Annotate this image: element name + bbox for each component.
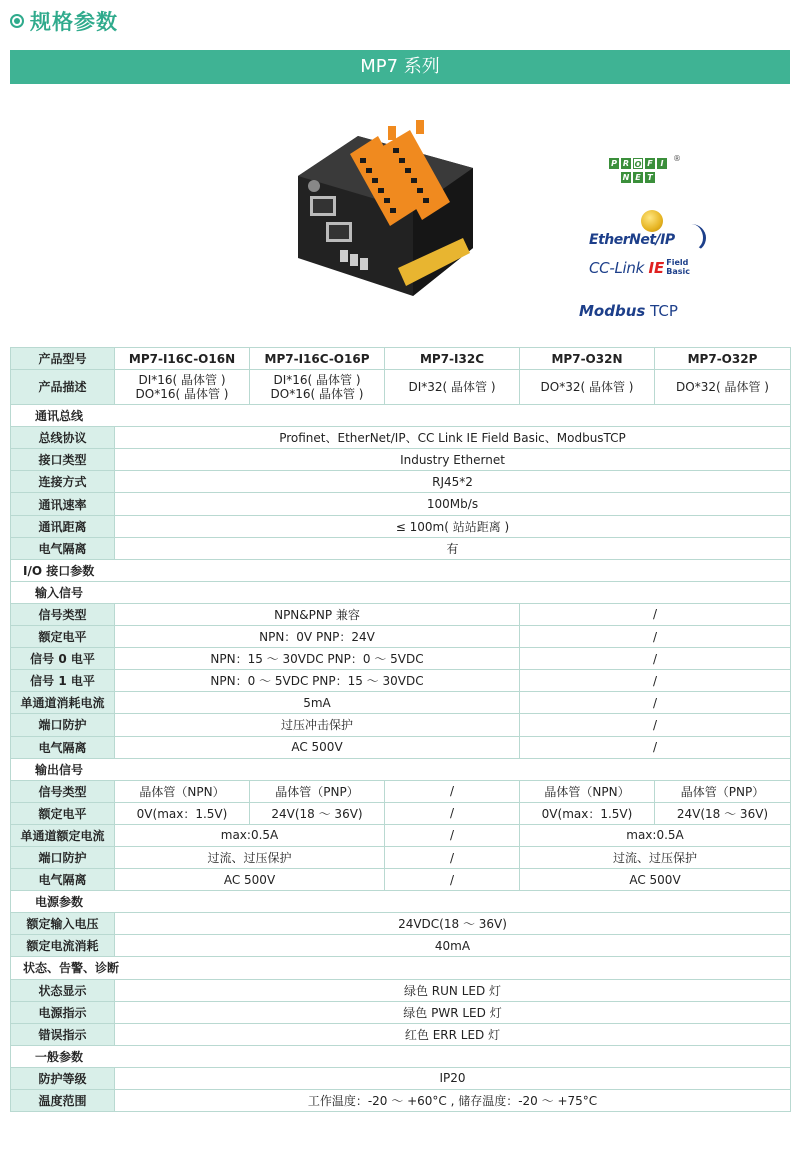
model-cell: MP7-I16C-O16P xyxy=(250,348,385,370)
row-value: 晶体管（PNP） xyxy=(655,780,791,802)
row-label: 电气隔离 xyxy=(11,736,115,758)
row-label: 状态显示 xyxy=(11,979,115,1001)
row-value: / xyxy=(520,648,791,670)
cclink-ie-text: IE xyxy=(648,259,665,277)
desc-line: DO*32( 晶体管 ) xyxy=(676,380,769,395)
row-value: NPN：0V PNP：24V xyxy=(115,626,520,648)
ethernetip-logo xyxy=(589,210,709,250)
section-header xyxy=(10,6,118,36)
general-section-title: 一般参数 xyxy=(11,1045,791,1067)
status-row xyxy=(11,1023,791,1045)
cclink-logo xyxy=(589,258,690,288)
input-section-title: 输入信号 xyxy=(11,581,791,603)
row-value: NPN：0 ～ 5VDC PNP：15 ～ 30VDC xyxy=(115,670,520,692)
row-value: / xyxy=(520,603,791,625)
output-row xyxy=(11,824,791,846)
row-value: 有 xyxy=(115,537,791,559)
row-value: 晶体管（PNP） xyxy=(250,780,385,802)
output-row xyxy=(11,846,791,868)
row-label: 额定输入电压 xyxy=(11,913,115,935)
input-row xyxy=(11,648,791,670)
row-value: 5mA xyxy=(115,692,520,714)
series-title-band: MP7 系列 xyxy=(10,50,790,84)
row-value: RJ45*2 xyxy=(115,471,791,493)
spec-table xyxy=(10,347,791,1112)
row-label: 信号 0 电平 xyxy=(11,648,115,670)
registered-icon: ® xyxy=(673,154,681,163)
cclink-field-basic xyxy=(666,258,690,276)
desc-line: DI*32( 晶体管 ) xyxy=(408,380,496,395)
desc-line: DO*32( 晶体管 ) xyxy=(540,380,634,395)
model-cell: MP7-O32P xyxy=(655,348,791,370)
model-label: 产品型号 xyxy=(11,348,115,370)
row-label: 端口防护 xyxy=(11,846,115,868)
input-row xyxy=(11,603,791,625)
profinet-letter: I xyxy=(657,158,667,169)
row-value: max:0.5A xyxy=(520,824,791,846)
input-row xyxy=(11,736,791,758)
comm-row xyxy=(11,471,791,493)
desc-line: DO*16( 晶体管 ) xyxy=(135,387,229,402)
section-title: 规格参数 xyxy=(30,10,118,34)
profinet-letter: T xyxy=(645,172,655,183)
general-row xyxy=(11,1090,791,1112)
desc-row xyxy=(11,370,791,405)
cclink-basic-text: Basic xyxy=(666,267,691,276)
desc-cell xyxy=(115,370,250,405)
row-value: 晶体管（NPN） xyxy=(115,780,250,802)
output-section-title: 输出信号 xyxy=(11,758,791,780)
tcp-text: TCP xyxy=(650,302,678,320)
desc-cell xyxy=(250,370,385,405)
model-cell: MP7-I16C-O16N xyxy=(115,348,250,370)
row-label: 端口防护 xyxy=(11,714,115,736)
desc-line: DO*16( 晶体管 ) xyxy=(270,387,364,402)
row-label: 信号类型 xyxy=(11,780,115,802)
status-row xyxy=(11,979,791,1001)
row-value: / xyxy=(385,846,520,868)
status-row xyxy=(11,1001,791,1023)
profinet-letter: E xyxy=(633,172,643,183)
ethernetip-text: EtherNet/IP xyxy=(589,232,675,248)
row-value: max:0.5A xyxy=(115,824,385,846)
row-value: 红色 ERR LED 灯 xyxy=(115,1023,791,1045)
comm-row xyxy=(11,515,791,537)
row-label: 信号类型 xyxy=(11,603,115,625)
row-label: 总线协议 xyxy=(11,427,115,449)
row-value: ≤ 100m( 站站距离 ) xyxy=(115,515,791,537)
section-row xyxy=(11,891,791,913)
row-value: / xyxy=(385,802,520,824)
row-value: 绿色 RUN LED 灯 xyxy=(115,979,791,1001)
desc-cell xyxy=(520,370,655,405)
profinet-logo xyxy=(609,154,681,186)
row-value: / xyxy=(520,714,791,736)
modbus-tcp-logo xyxy=(579,302,678,320)
row-value: 过流、过压保护 xyxy=(115,846,385,868)
row-value: Profinet、EtherNet/IP、CC Link IE Field Basic、ModbusTCP xyxy=(115,427,791,449)
section-row xyxy=(11,1045,791,1067)
section-row xyxy=(11,758,791,780)
modbus-text: Modbus xyxy=(579,302,646,320)
cclink-field-text: Field xyxy=(666,258,689,267)
row-label: 额定电平 xyxy=(11,802,115,824)
section-row xyxy=(11,957,791,979)
row-value: / xyxy=(520,626,791,648)
power-row xyxy=(11,935,791,957)
comm-row xyxy=(11,537,791,559)
row-value: / xyxy=(385,780,520,802)
row-label: 接口类型 xyxy=(11,449,115,471)
profinet-letter: O xyxy=(634,160,642,169)
row-label: 电气隔离 xyxy=(11,537,115,559)
row-label: 单通道消耗电流 xyxy=(11,692,115,714)
status-section-title: 状态、告警、诊断 xyxy=(11,957,791,979)
row-label: 连接方式 xyxy=(11,471,115,493)
desc-cell xyxy=(655,370,791,405)
row-value: NPN：15 ～ 30VDC PNP：0 ～ 5VDC xyxy=(115,648,520,670)
row-label: 额定电流消耗 xyxy=(11,935,115,957)
general-row xyxy=(11,1067,791,1089)
row-label: 单通道额定电流 xyxy=(11,824,115,846)
row-label: 通讯速率 xyxy=(11,493,115,515)
row-value: / xyxy=(385,869,520,891)
row-value: IP20 xyxy=(115,1067,791,1089)
section-row xyxy=(11,405,791,427)
row-value: AC 500V xyxy=(115,736,520,758)
comm-row xyxy=(11,493,791,515)
comm-section-title: 通讯总线 xyxy=(11,405,791,427)
section-row xyxy=(11,581,791,603)
desc-cell xyxy=(385,370,520,405)
row-value: / xyxy=(385,824,520,846)
row-value: 过压冲击保护 xyxy=(115,714,520,736)
desc-label: 产品描述 xyxy=(11,370,115,405)
row-label: 通讯距离 xyxy=(11,515,115,537)
row-label: 信号 1 电平 xyxy=(11,670,115,692)
row-value: / xyxy=(520,736,791,758)
swoosh-icon xyxy=(677,224,706,252)
row-value: 24V(18 ～ 36V) xyxy=(655,802,791,824)
comm-row xyxy=(11,427,791,449)
profinet-letter: P xyxy=(609,158,619,169)
row-label: 电源指示 xyxy=(11,1001,115,1023)
row-value: 0V(max：1.5V) xyxy=(115,802,250,824)
input-row xyxy=(11,714,791,736)
power-section-title: 电源参数 xyxy=(11,891,791,913)
input-row xyxy=(11,670,791,692)
row-label: 防护等级 xyxy=(11,1067,115,1089)
power-row xyxy=(11,913,791,935)
desc-line: DI*16( 晶体管 ) xyxy=(138,373,226,388)
desc-line: DI*16( 晶体管 ) xyxy=(273,373,361,388)
profinet-letter: N xyxy=(622,173,630,182)
row-value: 晶体管（NPN） xyxy=(520,780,655,802)
row-value: 40mA xyxy=(115,935,791,957)
profinet-letter: F xyxy=(645,158,655,169)
row-value: / xyxy=(520,692,791,714)
row-label: 电气隔离 xyxy=(11,869,115,891)
row-value: 24V(18 ～ 36V) xyxy=(250,802,385,824)
product-image xyxy=(288,118,478,300)
row-value: 过流、过压保护 xyxy=(520,846,791,868)
output-row xyxy=(11,869,791,891)
cclink-text: CC-Link xyxy=(589,259,649,277)
model-cell: MP7-I32C xyxy=(385,348,520,370)
row-value: 0V(max：1.5V) xyxy=(520,802,655,824)
protocol-logos xyxy=(575,150,705,325)
row-value: 绿色 PWR LED 灯 xyxy=(115,1001,791,1023)
row-value: 工作温度：-20 ～ +60°C , 储存温度：-20 ～ +75°C xyxy=(115,1090,791,1112)
model-cell: MP7-O32N xyxy=(520,348,655,370)
model-row xyxy=(11,348,791,370)
row-label: 错误指示 xyxy=(11,1023,115,1045)
io-section-title: I/O 接口参数 xyxy=(11,559,791,581)
input-row xyxy=(11,626,791,648)
row-value: 24VDC(18 ～ 36V) xyxy=(115,913,791,935)
profinet-letter: R xyxy=(622,159,630,168)
circle-bullet-icon xyxy=(10,14,24,28)
row-value: / xyxy=(520,670,791,692)
row-value: NPN&PNP 兼容 xyxy=(115,603,520,625)
input-row xyxy=(11,692,791,714)
output-row xyxy=(11,780,791,802)
section-row xyxy=(11,559,791,581)
row-label: 温度范围 xyxy=(11,1090,115,1112)
globe-icon xyxy=(641,210,663,232)
row-value: AC 500V xyxy=(115,869,385,891)
row-value: 100Mb/s xyxy=(115,493,791,515)
row-label: 额定电平 xyxy=(11,626,115,648)
row-value: Industry Ethernet xyxy=(115,449,791,471)
output-row xyxy=(11,802,791,824)
comm-row xyxy=(11,449,791,471)
row-value: AC 500V xyxy=(520,869,791,891)
